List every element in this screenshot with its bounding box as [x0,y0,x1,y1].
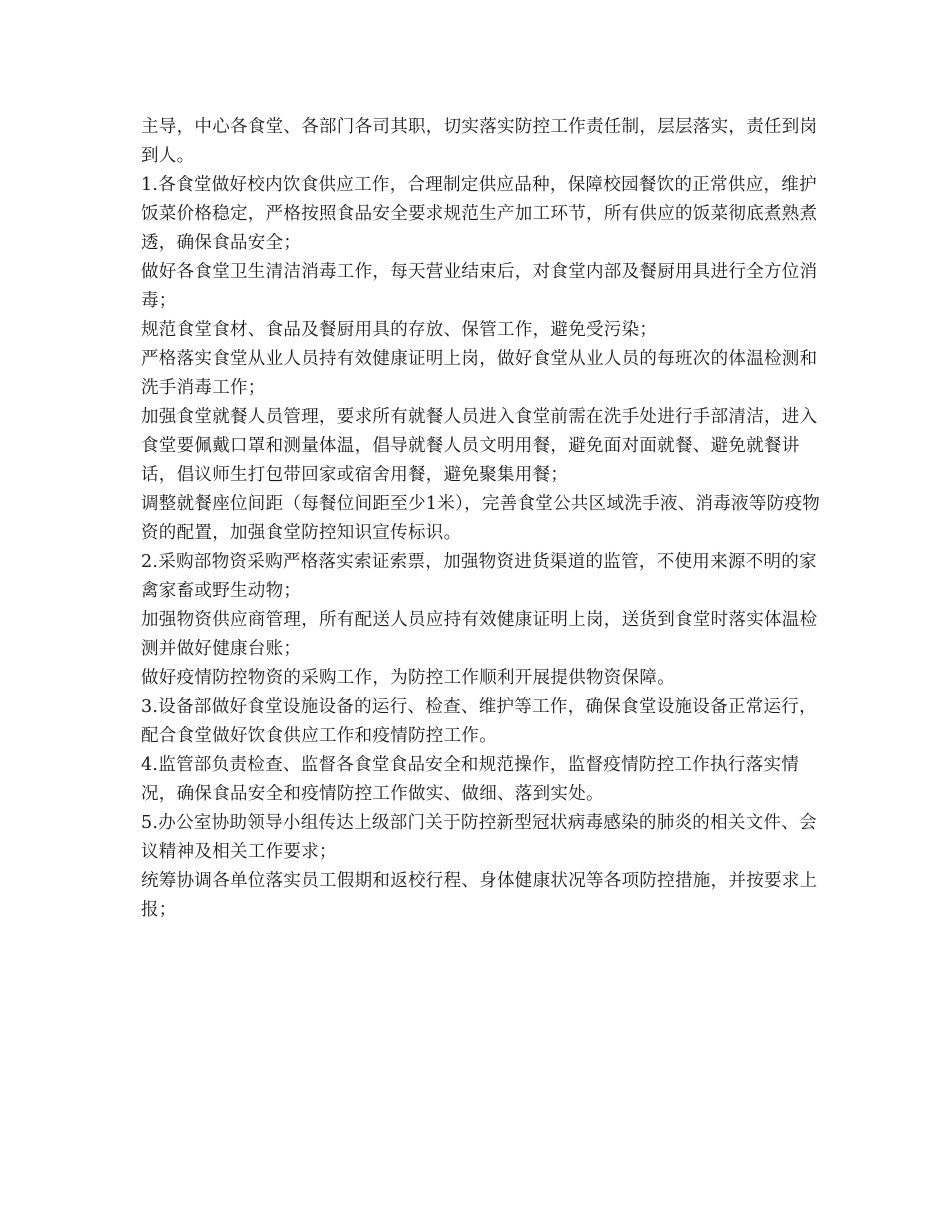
paragraph-9: 加强物资供应商管理，所有配送人员应持有效健康证明上岗，送货到食堂时落实体温检测并做好健康台账； [141,610,818,659]
paragraph-6: 加强食堂就餐人员管理，要求所有就餐人员进入食堂前需在洗手处进行手部清洁，进入食堂要佩戴口罩和测量体温，倡导就餐人员文明用餐，避免面对面就餐、避免就餐讲话，倡议师生打包带回家或宿舍用餐，避免聚集用餐； [141,407,818,485]
paragraph-13: 5.办公室协助领导小组传达上级部门关于防控新型冠状病毒感染的肺炎的相关文件、会议精神及相关工作要求； [141,813,817,862]
paragraph-7: 调整就餐座位间距（每餐位间距至少1米），完善食堂公共区域洗手液、消毒液等防疫物资的配置，加强食堂防控知识宣传标识。 [141,494,821,543]
paragraph-12: 4.监管部负责检查、监督各食堂食品安全和规范操作，监督疫情防控工作执行落实情况，确保食品安全和疫情防控工作做实、做细、落到实处。 [141,755,800,804]
paragraph-5: 严格落实食堂从业人员持有效健康证明上岗，做好食堂从业人员的每班次的体温检测和洗手消毒工作； [141,349,818,398]
document-body [141,113,821,925]
paragraph-4: 规范食堂食材、食品及餐厨用具的存放、保管工作，避免受污染； [141,320,658,340]
paragraph-2: 1.各食堂做好校内饮食供应工作，合理制定供应品种，保障校园餐饮的正常供应，维护饭菜价格稳定，严格按照食品安全要求规范生产加工环节，所有供应的饭菜彻底煮熟煮透，确保食品安全； [141,175,818,253]
paragraph-11: 3.设备部做好食堂设施设备的运行、检查、维护等工作，确保食堂设施设备正常运行，配合食堂做好饮食供应工作和疫情防控工作。 [141,697,817,746]
paragraph-14: 统筹协调各单位落实员工假期和返校行程、身体健康状况等各项防控措施，并按要求上报； [141,871,818,920]
paragraph-1: 主导，中心各食堂、各部门各司其职，切实落实防控工作责任制，层层落实，责任到岗到人。 [141,117,818,166]
paragraph-8: 2.采购部物资采购严格落实索证索票，加强物资进货渠道的监管，不使用来源不明的家禽家畜或野生动物； [141,552,817,601]
paragraph-3: 做好各食堂卫生清洁消毒工作，每天营业结束后，对食堂内部及餐厨用具进行全方位消毒； [141,262,818,311]
paragraph-10: 做好疫情防控物资的采购工作，为防控工作顺利开展提供物资保障。 [141,668,675,688]
